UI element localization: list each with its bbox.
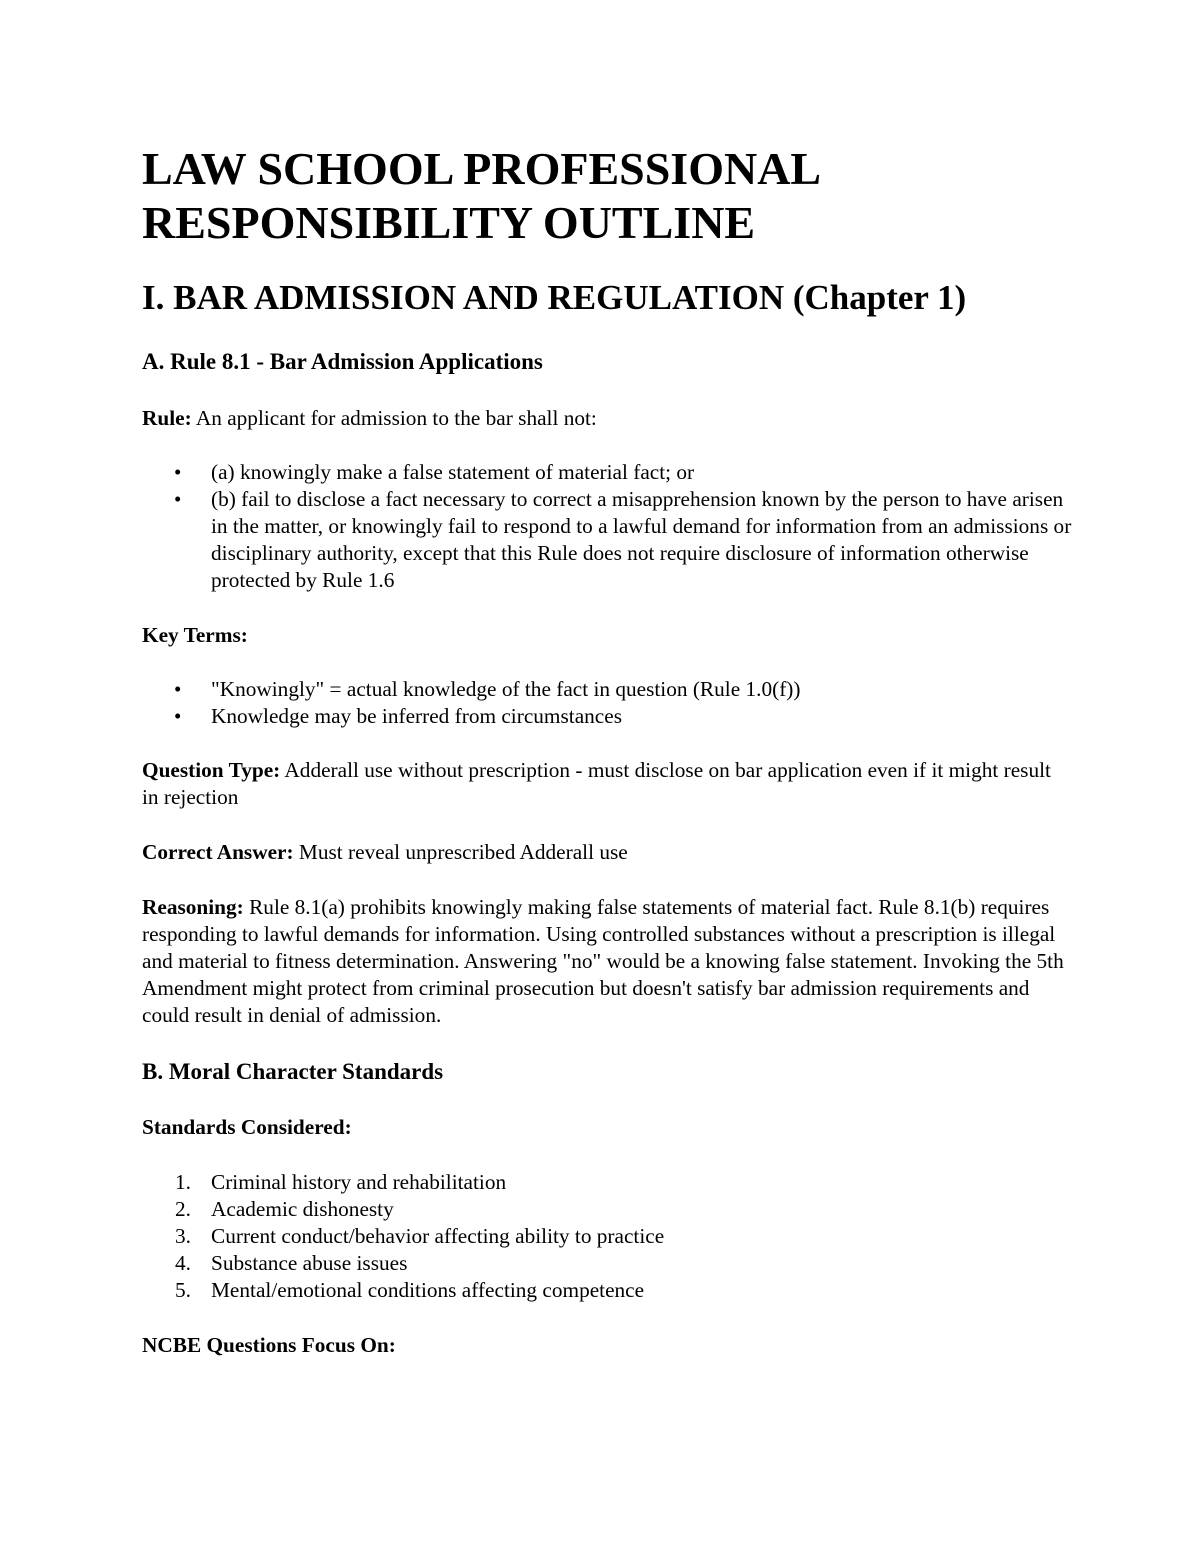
correct-answer-paragraph bbox=[142, 839, 1072, 866]
list-item bbox=[142, 1196, 1072, 1223]
list-item bbox=[142, 486, 1072, 594]
list-item bbox=[142, 676, 1072, 703]
list-item bbox=[142, 1169, 1072, 1196]
rule-paragraph bbox=[142, 405, 1072, 432]
standard-text: Academic dishonesty bbox=[211, 1197, 394, 1221]
key-terms-heading: Key Terms: bbox=[142, 623, 248, 647]
subsection-heading-rule-8-1: A. Rule 8.1 - Bar Admission Applications bbox=[142, 349, 543, 374]
rule-item-a: (a) knowingly make a false statement of material fact; or bbox=[211, 460, 695, 484]
document-title: LAW SCHOOL PROFESSIONAL RESPONSIBILITY OUTLINE bbox=[142, 143, 819, 248]
standard-text: Mental/emotional conditions affecting competence bbox=[211, 1278, 645, 1302]
list-number: 4. bbox=[175, 1251, 191, 1275]
rule-item-b: (b) fail to disclose a fact necessary to correct a misapprehension known by the person to have arisen in the matter, or knowingly fail to respond to a lawful demand for information from an admissions or disciplinary authority, except that this Rule does not require disclosure of information otherwise protected by Rule 1.6 bbox=[211, 487, 1072, 592]
reasoning-label: Reasoning: bbox=[142, 895, 244, 919]
key-term-knowingly: "Knowingly" = actual knowledge of the fact in question (Rule 1.0(f)) bbox=[211, 677, 801, 701]
list-item bbox=[142, 703, 1072, 730]
subsection-heading-moral-character: B. Moral Character Standards bbox=[142, 1059, 444, 1084]
list-item bbox=[142, 1277, 1072, 1304]
reasoning-text: Rule 8.1(a) prohibits knowingly making false statements of material fact. Rule 8.1(b) requires responding to lawful demands for information. Using controlled substances without a prescription is illegal and material to fitness determination. Answering "no" would be a knowing false statement. Invoking the 5th Amendment might protect from criminal prosecution but doesn't satisfy bar admission requirements and could result in denial of admission. bbox=[142, 895, 1064, 1027]
section-heading-bar-admission: I. BAR ADMISSION AND REGULATION (Chapter 1) bbox=[142, 278, 967, 317]
list-item bbox=[142, 1250, 1072, 1277]
rule-label: Rule: bbox=[142, 406, 192, 430]
question-type-paragraph bbox=[142, 757, 1072, 811]
rule-items-list bbox=[142, 459, 1072, 594]
bullet-icon: • bbox=[174, 487, 182, 511]
standards-considered-heading: Standards Considered: bbox=[142, 1115, 352, 1139]
list-number: 3. bbox=[175, 1224, 191, 1248]
list-item bbox=[142, 1223, 1072, 1250]
standard-text: Criminal history and rehabilitation bbox=[211, 1170, 507, 1194]
correct-answer-text: Must reveal unprescribed Adderall use bbox=[293, 840, 628, 864]
correct-answer-label: Correct Answer: bbox=[142, 840, 294, 864]
bullet-icon: • bbox=[174, 704, 182, 728]
standard-text: Substance abuse issues bbox=[211, 1251, 408, 1275]
list-number: 5. bbox=[175, 1278, 191, 1302]
bullet-icon: • bbox=[174, 460, 182, 484]
standards-list bbox=[142, 1169, 1072, 1304]
standard-text: Current conduct/behavior affecting ability to practice bbox=[211, 1224, 665, 1248]
list-number: 2. bbox=[175, 1197, 191, 1221]
reasoning-paragraph bbox=[142, 894, 1072, 1029]
key-terms-list bbox=[142, 676, 1072, 730]
rule-text: An applicant for admission to the bar shall not: bbox=[191, 406, 597, 430]
question-type-text: Adderall use without prescription - must disclose on bar application even if it might result in rejection bbox=[142, 758, 1051, 809]
bullet-icon: • bbox=[174, 677, 182, 701]
list-number: 1. bbox=[175, 1170, 191, 1194]
ncbe-questions-heading: NCBE Questions Focus On: bbox=[142, 1333, 396, 1357]
list-item bbox=[142, 459, 1072, 486]
question-type-label: Question Type: bbox=[142, 758, 281, 782]
key-term-inferred: Knowledge may be inferred from circumstances bbox=[211, 704, 622, 728]
